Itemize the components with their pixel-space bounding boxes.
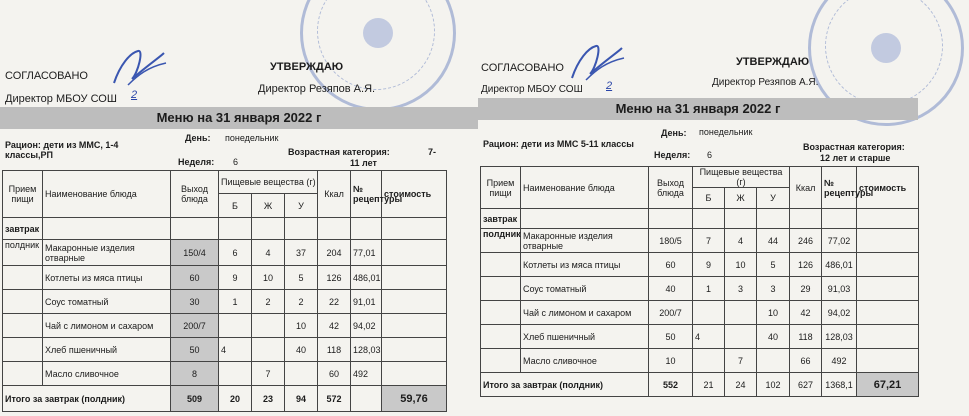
director-name-label: Директор Резяпов А.Я. <box>712 77 819 88</box>
kcal-value: 22 <box>318 290 351 314</box>
carb-value: 10 <box>757 301 790 325</box>
total-yield: 509 <box>171 386 219 412</box>
total-protein: 21 <box>693 373 725 397</box>
age-category-label: Возрастная категория: <box>803 142 905 152</box>
kcal-value: 126 <box>790 253 822 277</box>
dish-name: Чай с лимоном и сахаром <box>43 314 171 338</box>
recipe-value: 492 <box>351 362 382 386</box>
cost-value <box>382 314 447 338</box>
recipe-value: 77,01 <box>351 240 382 266</box>
kcal-value: 42 <box>318 314 351 338</box>
total-kcal: 627 <box>790 373 822 397</box>
fat-value: 4 <box>252 240 285 266</box>
director-school-label: Директор МБОУ СОШ <box>481 84 583 95</box>
carb-value: 37 <box>285 240 318 266</box>
header-row <box>481 167 919 188</box>
fat-value <box>725 301 757 325</box>
total-carb: 102 <box>757 373 790 397</box>
age-category-value-2: 11 лет <box>350 158 377 168</box>
fat-value: 4 <box>725 229 757 253</box>
day-value: понедельник <box>699 127 753 137</box>
fat-value <box>725 325 757 349</box>
yield-value: 30 <box>171 290 219 314</box>
fat-value: 3 <box>725 277 757 301</box>
table-row <box>3 314 447 338</box>
protein-value <box>219 314 252 338</box>
recipe-value: 128,03 <box>822 325 857 349</box>
table-row <box>481 349 919 373</box>
col-kcal: Ккал <box>790 167 822 209</box>
kcal-value: 66 <box>790 349 822 373</box>
table-row <box>3 338 447 362</box>
recipe-value: 91,03 <box>822 277 857 301</box>
day-label: День: <box>661 128 687 138</box>
dish-name: Масло сливочное <box>43 362 171 386</box>
director-school-label: Директор МБОУ СОШ <box>5 93 117 105</box>
recipe-value: 91,01 <box>351 290 382 314</box>
protein-value: 7 <box>693 229 725 253</box>
menu-title: Меню на 31 января 2022 г <box>0 107 478 129</box>
fat-value: 10 <box>725 253 757 277</box>
school-number: 2 <box>131 89 138 101</box>
yield-value: 10 <box>649 349 693 373</box>
cost-value <box>857 229 919 253</box>
dish-name: Соус томатный <box>521 277 649 301</box>
kcal-value: 60 <box>318 362 351 386</box>
total-carb: 94 <box>285 386 318 412</box>
table-row <box>481 301 919 325</box>
cost-value <box>857 349 919 373</box>
protein-value: 6 <box>219 240 252 266</box>
kcal-value: 204 <box>318 240 351 266</box>
recipe-value: 128,03 <box>351 338 382 362</box>
meal-row <box>3 218 447 240</box>
protein-value <box>693 349 725 373</box>
week-label: Неделя: <box>178 157 215 167</box>
col-yield: Выход блюда <box>171 171 219 218</box>
dish-name: Макаронные изделия отварные <box>521 229 649 253</box>
total-label: Итого за завтрак (полдник) <box>481 373 649 397</box>
table-row <box>481 253 919 277</box>
carb-value: 2 <box>285 290 318 314</box>
total-row <box>3 386 447 412</box>
table-row <box>3 290 447 314</box>
total-row <box>481 373 919 397</box>
menu-table <box>480 166 919 397</box>
week-value: 6 <box>707 150 713 160</box>
col-dish: Наименование блюда <box>43 171 171 218</box>
age-category-label: Возрастная категория: <box>288 147 390 157</box>
ration-label: Рацион: дети из МMC, 1-4 классы,РП <box>5 140 119 160</box>
meal-breakfast: завтрак <box>481 209 521 229</box>
dish-name: Котлеты из мяса птицы <box>43 266 171 290</box>
recipe-value: 492 <box>822 349 857 373</box>
yield-value: 60 <box>171 266 219 290</box>
cost-value <box>857 253 919 277</box>
approved-label: СОГЛАСОВАНО <box>481 62 564 74</box>
carb-value <box>757 349 790 373</box>
col-u: У <box>285 194 318 218</box>
fat-value: 2 <box>252 290 285 314</box>
kcal-value: 29 <box>790 277 822 301</box>
recipe-value: 486,01 <box>351 266 382 290</box>
approve-label: УТВЕРЖДАЮ <box>736 56 810 68</box>
meal-snack: полдник <box>481 229 521 253</box>
dish-name: Хлеб пшеничный <box>521 325 649 349</box>
total-recipe <box>351 386 382 412</box>
cost-value <box>857 277 919 301</box>
col-dish: Наименование блюда <box>521 167 649 209</box>
protein-value <box>219 362 252 386</box>
week-label: Неделя: <box>654 150 691 160</box>
cost-value <box>382 362 447 386</box>
yield-value: 50 <box>649 325 693 349</box>
school-number: 2 <box>606 80 613 92</box>
yield-value: 8 <box>171 362 219 386</box>
carb-value: 3 <box>757 277 790 301</box>
total-label: Итого за завтрак (полдник) <box>3 386 171 412</box>
recipe-value: 94,02 <box>822 301 857 325</box>
cost-value <box>382 266 447 290</box>
protein-value <box>693 301 725 325</box>
approved-label: СОГЛАСОВАНО <box>5 70 88 82</box>
protein-value: 1 <box>693 277 725 301</box>
dish-name: Макаронные изделия отварные <box>43 240 171 266</box>
yield-value: 200/7 <box>649 301 693 325</box>
col-zh: Ж <box>252 194 285 218</box>
col-nutrients: Пищевые вещества (г) <box>219 171 318 194</box>
signature <box>108 45 168 90</box>
yield-value: 180/5 <box>649 229 693 253</box>
menu-sheet-left <box>0 0 478 416</box>
col-yield: Выход блюда <box>649 167 693 209</box>
age-category-value: 12 лет и старше <box>820 153 891 163</box>
table-row <box>3 362 447 386</box>
total-kcal: 572 <box>318 386 351 412</box>
meal-row <box>481 209 919 229</box>
col-zh: Ж <box>725 188 757 209</box>
recipe-value: 486,01 <box>822 253 857 277</box>
recipe-value: 77,02 <box>822 229 857 253</box>
table-row <box>3 240 447 266</box>
kcal-value: 118 <box>790 325 822 349</box>
total-cost: 59,76 <box>382 386 447 412</box>
carb-value: 40 <box>757 325 790 349</box>
fat-value: 7 <box>725 349 757 373</box>
ration-label: Рацион: дети из МMC 5-11 классы <box>483 139 634 149</box>
col-cost: стоимость <box>382 171 447 218</box>
fat-value: 10 <box>252 266 285 290</box>
kcal-value: 126 <box>318 266 351 290</box>
fat-value <box>252 338 285 362</box>
total-fat: 23 <box>252 386 285 412</box>
col-nutrients: Пищевые вещества (г) <box>693 167 790 188</box>
menu-title: Меню на 31 января 2022 г <box>478 98 918 120</box>
protein-value: 9 <box>219 266 252 290</box>
yield-value: 200/7 <box>171 314 219 338</box>
total-cost: 67,21 <box>857 373 919 397</box>
header-row <box>3 171 447 194</box>
day-label: День: <box>185 133 211 143</box>
carb-value: 40 <box>285 338 318 362</box>
meal-snack: полдник <box>3 240 43 266</box>
carb-value: 5 <box>757 253 790 277</box>
protein-value: 1 <box>219 290 252 314</box>
cost-value <box>857 301 919 325</box>
cost-value <box>857 325 919 349</box>
protein-value: 4 <box>693 325 725 349</box>
age-category-value: 7- <box>428 147 437 157</box>
day-value: понедельник <box>225 133 279 143</box>
table-row <box>481 229 919 253</box>
carb-value: 10 <box>285 314 318 338</box>
signature <box>566 40 626 85</box>
table-row <box>481 325 919 349</box>
fat-value: 7 <box>252 362 285 386</box>
dish-name: Масло сливочное <box>521 349 649 373</box>
menu-table <box>2 170 447 412</box>
week-value: 6 <box>233 157 239 167</box>
col-recipe: № рецептуры <box>351 171 382 218</box>
col-meal: Прием пищи <box>481 167 521 209</box>
col-b: Б <box>219 194 252 218</box>
dish-name: Соус томатный <box>43 290 171 314</box>
kcal-value: 42 <box>790 301 822 325</box>
col-u: У <box>757 188 790 209</box>
table-row <box>3 266 447 290</box>
approve-label: УТВЕРЖДАЮ <box>270 61 344 73</box>
yield-value: 60 <box>649 253 693 277</box>
col-cost: стоимость <box>857 167 919 209</box>
dish-name: Чай с лимоном и сахаром <box>521 301 649 325</box>
protein-value: 4 <box>219 338 252 362</box>
cost-value <box>382 240 447 266</box>
dish-name: Хлеб пшеничный <box>43 338 171 362</box>
recipe-value: 94,02 <box>351 314 382 338</box>
col-kcal: Ккал <box>318 171 351 218</box>
menu-sheet-right <box>478 0 969 416</box>
yield-value: 150/4 <box>171 240 219 266</box>
yield-value: 40 <box>649 277 693 301</box>
total-yield: 552 <box>649 373 693 397</box>
total-recipe: 1368,1 <box>822 373 857 397</box>
cost-value <box>382 338 447 362</box>
col-recipe: № рецептуры <box>822 167 857 209</box>
yield-value: 50 <box>171 338 219 362</box>
kcal-value: 246 <box>790 229 822 253</box>
col-b: Б <box>693 188 725 209</box>
protein-value: 9 <box>693 253 725 277</box>
table-row <box>481 277 919 301</box>
carb-value <box>285 362 318 386</box>
cost-value <box>382 290 447 314</box>
meal-breakfast: завтрак <box>3 218 43 240</box>
col-meal: Прием пищи <box>3 171 43 218</box>
director-name-label: Директор Резяпов А.Я. <box>258 83 376 95</box>
dish-name: Котлеты из мяса птицы <box>521 253 649 277</box>
carb-value: 44 <box>757 229 790 253</box>
carb-value: 5 <box>285 266 318 290</box>
fat-value <box>252 314 285 338</box>
kcal-value: 118 <box>318 338 351 362</box>
total-protein: 20 <box>219 386 252 412</box>
total-fat: 24 <box>725 373 757 397</box>
